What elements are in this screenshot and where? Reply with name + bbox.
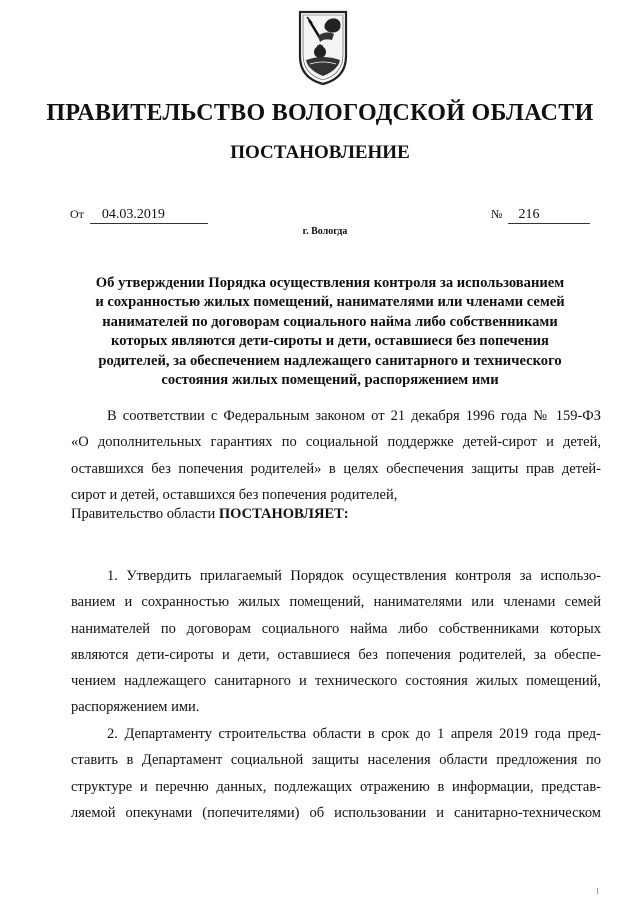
government-title: ПРАВИТЕЛЬСТВО ВОЛОГОДСКОЙ ОБЛАСТИ bbox=[46, 100, 594, 126]
decree-verb: ПОСТАНОВЛЯЕТ: bbox=[218, 506, 349, 522]
date-prefix: От bbox=[70, 207, 84, 221]
date-field bbox=[70, 207, 208, 224]
document-subject bbox=[60, 274, 600, 390]
item-paragraph bbox=[71, 721, 601, 826]
item-paragraph bbox=[71, 563, 601, 721]
paragraph-line: структуре и перечню данных, подлежащих отражению в информации, представ- bbox=[71, 778, 601, 795]
subject-line: которых являются дети-сироты и дети, оставшиеся без попечения bbox=[111, 333, 549, 350]
decree-line bbox=[71, 506, 349, 523]
date-value: 04.03.2019 bbox=[90, 207, 208, 224]
paragraph-line: 2. Департаменту строительства области в срок до 1 апреля 2019 года пред- bbox=[107, 726, 601, 742]
paragraph-line: В соответствии с Федеральным законом от 21 декабря 1996 года № 159-ФЗ bbox=[107, 408, 601, 424]
page-mark bbox=[597, 888, 598, 894]
paragraph-line: 1. Утвердить прилагаемый Порядок осуществления контроля за использо- bbox=[107, 568, 601, 584]
number-prefix: № bbox=[491, 207, 503, 221]
paragraph-line: чением надлежащего санитарного и технического состояния жилых помещений, bbox=[71, 673, 601, 690]
paragraph-line: ванием и сохранностью жилых помещений, нанимателями или членами семей bbox=[71, 594, 601, 611]
paragraph-line: нанимателей по договорам социального найма либо собственниками которых bbox=[71, 620, 601, 637]
city-label: г. Вологда bbox=[302, 226, 348, 237]
subject-line: нанимателей по договорам социального найма либо собственниками bbox=[102, 313, 558, 330]
number-field bbox=[491, 207, 590, 224]
paragraph-line: ляемой опекунами (попечителями) об использовании и санитарно-техническом bbox=[71, 804, 601, 821]
subject-line: и сохранностью жилых помещений, нанимателями или членами семей bbox=[95, 294, 565, 311]
paragraph-line: оставшихся без попечения родителей» в целях обеспечения защиты прав детей- bbox=[71, 460, 601, 477]
paragraph-line: ставить в Департамент социальной защиты населения области предложения по bbox=[71, 752, 601, 769]
subject-line: родителей, за обеспечением надлежащего санитарного и технического bbox=[98, 352, 562, 369]
coat-of-arms-icon bbox=[298, 8, 348, 86]
subject-line: состояния жилых помещений, распоряжением ими bbox=[161, 372, 499, 389]
subject-line: Об утверждении Порядка осуществления контроля за использованием bbox=[95, 275, 565, 291]
paragraph-line: являются дети-сироты и дети, оставшиеся без попечения родителей, за обеспе- bbox=[71, 646, 601, 663]
document-type: ПОСТАНОВЛЕНИЕ bbox=[230, 142, 410, 163]
paragraph-line: сирот и детей, оставшихся без попечения родителей, bbox=[71, 486, 398, 503]
preamble-paragraph bbox=[71, 403, 601, 508]
number-value: 216 bbox=[508, 207, 590, 224]
decree-subject: Правительство области bbox=[71, 506, 216, 522]
paragraph-line: распоряжением ими. bbox=[71, 699, 200, 716]
paragraph-line: «О дополнительных гарантиях по социальной поддержке детей-сирот и детей, bbox=[71, 434, 601, 451]
